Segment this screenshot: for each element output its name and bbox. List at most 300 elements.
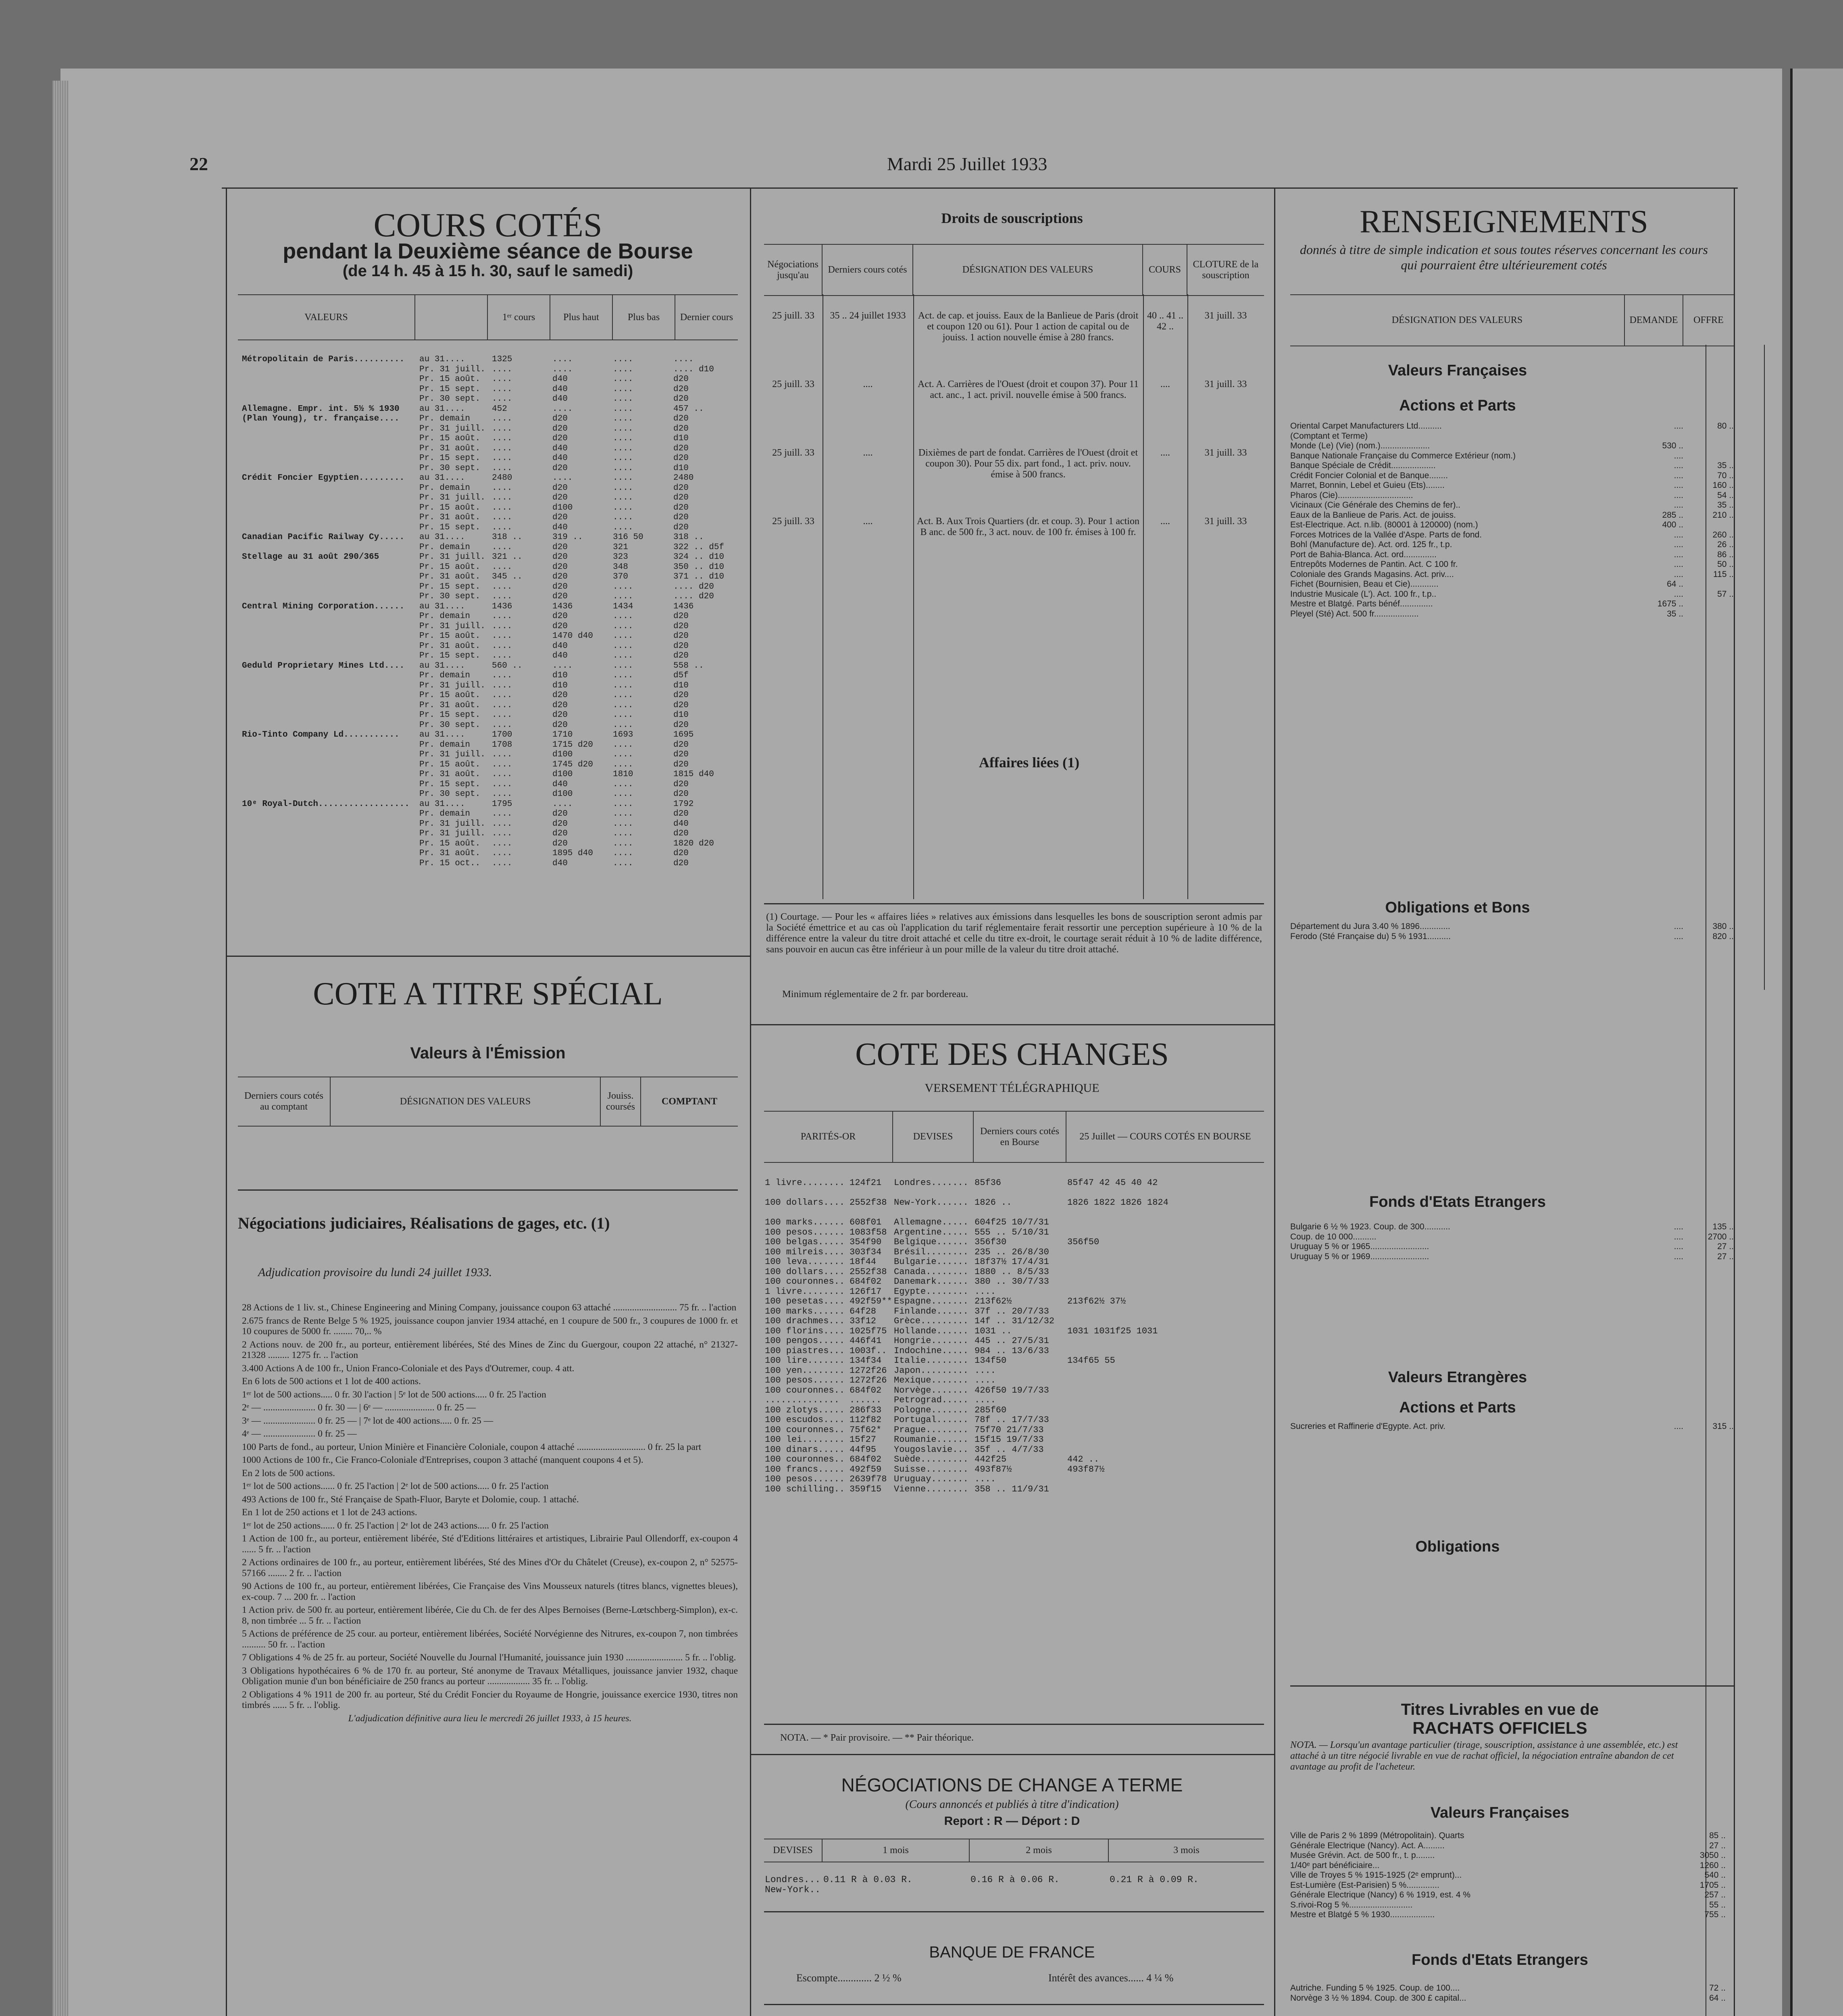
change-row-cell: Grèce......... [894,1316,968,1326]
cours-row-cell [242,691,419,701]
change-row [765,1296,1265,1306]
rens-row [1290,530,1782,540]
change-row-cell: 1025f75 [850,1326,887,1335]
cours-row [242,800,738,810]
cours-row-cell: .... [613,503,633,512]
droit-cours: .... [1160,448,1170,458]
droits-table [764,310,1264,585]
droits-vrule-2 [913,294,914,899]
cours-row-cell: d20 [552,572,568,581]
change-row-cell: 1 livre........ [765,1286,845,1296]
change-row [765,1316,1265,1326]
change-row-cell [1067,1365,1265,1375]
column-rule-2 [750,187,751,2016]
change-row-cell: Egypte........ [894,1286,968,1296]
rens-actions-table [1290,421,1782,619]
rens-row-cell: Coloniale des Grands Magasins. Act. priv.... [1290,569,1454,579]
change-row [765,1197,1265,1207]
cours-row-cell: d20 [552,592,568,601]
change-row [765,1345,1265,1356]
change-row-cell: 112f82 [850,1415,882,1425]
change-row-cell: 1003f.. [850,1345,887,1355]
cours-row-cell: .... [552,355,573,364]
cours-row-cell: Pr. demain [419,483,471,493]
rens-row-cell: .... [1674,481,1683,490]
rachat-row-cell: Norvège 3 ½ % 1894. Coup. de 300 £ capital... [1290,1993,1466,2003]
change-row [765,1217,1265,1227]
cours-row-cell: 1745 d20 [552,760,593,769]
cours-row [242,710,738,721]
change-row-cell: 608f01 [850,1217,882,1227]
judiciaire-item: En 6 lots de 500 actions et 1 lot de 400 actions. [242,1376,421,1387]
droit-last: .... [863,448,873,458]
change-row-cell: 303f34 [850,1247,882,1256]
special-title: COTE A TITRE SPÉCIAL [313,976,663,1012]
cours-row-cell: .... [613,641,633,651]
change-row-cell: 100 yen........ [765,1365,845,1375]
rens-row [1290,1222,1782,1232]
rens-row-cell: 35 .. [1667,609,1683,619]
cours-row-cell: au 31.... [419,533,465,542]
droits-vrule-3 [1143,294,1144,899]
rens-row-cell: 820 .. [1712,931,1734,941]
changes-nota: NOTA. — * Pair provisoire. — ** Pair théorique. [780,1733,974,1743]
change-row-cell: Allemagne..... [894,1217,968,1227]
change-row-cell: 1031 .. [975,1326,1012,1335]
cours-row-cell: .... [613,404,633,414]
judiciaire-item: 2.675 francs de Rente Belge 5 % 1925, jouissance coupon janvier 1934 attaché, en 1 coupure de 500 fr., 3 coupures de 1000 fr. et 10 coupures de 5000 fr. ........ 70,.. % [242,1315,738,1337]
minimum-note: Minimum réglementaire de 2 fr. par bordereau. [782,989,968,1000]
rens-row [1290,609,1782,619]
rens-row-cell: Marret, Bonnin, Lebel et Guieu (Ets)........ [1290,481,1445,490]
cours-row-cell: .... d20 [673,582,714,591]
cours-row-cell [242,681,419,691]
droits-header [764,244,1264,296]
rens-ve: Valeurs Etrangères [1388,1369,1527,1386]
change-row-cell [1067,1395,1265,1405]
cours-row-cell: d40 [552,641,568,651]
change-row-cell: 2552f38 [850,1266,887,1276]
cours-row-cell [242,572,419,582]
cours-row-cell [242,641,419,652]
change-row-cell: .... [975,1365,996,1375]
change-row-cell: 100 couronnes.. [765,1425,845,1434]
judiciaires-title: Négociations judiciaires, Réalisations de gages, etc. (1) [238,1214,610,1232]
cours-row-cell: Canadian Pacific Railway Cy..... [242,533,405,542]
cours-row-cell: 1810 [613,770,633,779]
cours-row-cell: Pr. 30 sept. [419,394,481,404]
cours-row [242,503,738,513]
cours-row-cell: .... [552,364,573,374]
cours-row-cell: d40 [673,819,689,829]
change-row-cell [1067,1425,1265,1435]
change-row [765,1484,1265,1494]
rachat-row-cell: Générale Electrique (Nancy) 6 % 1919, est. 4 % [1290,1890,1471,1899]
cours-row-cell: 1434 [613,602,633,611]
change-row-cell: Hollande...... [894,1326,968,1335]
change-row-cell [1067,1345,1265,1356]
changes-title: COTE DES CHANGES [855,1037,1169,1072]
cours-row-cell: d20 [673,375,689,384]
rens-row-cell: Monde (Le) (Vie) (nom.)..................... [1290,441,1430,450]
change-row-cell: Finlande...... [894,1306,968,1316]
change-row-cell: 684f02 [850,1277,882,1286]
change-row-cell: 44f95 [850,1444,877,1454]
change-row-cell [1067,1335,1265,1345]
cours-row [242,691,738,701]
change-row-cell: 134f34 [850,1356,882,1365]
cours-row-cell: .... [613,424,633,433]
col-derniers: Derniers cours cotés au comptant [238,1077,331,1126]
cours-row-cell: 1792 [673,799,694,809]
cours-row-cell: .... [613,829,633,838]
cours-row-cell: .... [673,355,694,364]
cours-row-cell [242,809,419,819]
rens-row-cell: .... [1674,490,1683,500]
change-row-cell: 37f .. 20/7/33 [975,1306,1049,1316]
cours-row-cell: Pr. 30 sept. [419,720,481,730]
change-row-cell [1067,1247,1265,1257]
cours-row-cell: Pr. 31 août. [419,849,481,858]
cours-row [242,721,738,731]
cours-row-cell: .... [492,819,512,829]
cours-row-cell: .... [613,740,633,750]
cours-row-cell: .... [492,770,512,779]
terme-row-cell [823,1883,970,1893]
cours-row [242,404,738,414]
rens-row-cell: .... [1674,931,1683,941]
rens-row-cell: .... [1674,530,1683,539]
rens-row-cell [1683,520,1734,530]
cours-row-cell [242,839,419,849]
facing-page-edge [1790,69,1843,2016]
change-row-cell: Bulgarie...... [894,1257,968,1266]
rens-row-cell: 70 .. [1717,471,1734,480]
change-row-cell: Suède......... [894,1454,968,1464]
judiciaire-item: 100 Parts de fond., au porteur, Union Minière et Financière Coloniale, coupon 4 attaché ............................. 0 fr. 25 la part [242,1441,702,1452]
col-designation-valeurs: DÉSIGNATION DES VALEURS [913,245,1143,295]
col-demande: DEMANDE [1625,295,1683,346]
rens-row-cell: 315 .. [1712,1422,1734,1431]
changes-subtitle: VERSEMENT TÉLÉGRAPHIQUE [925,1081,1100,1095]
judiciaire-item: 1ᵉʳ lot de 500 actions...... 0 fr. 25 l'action | 2ᵉ lot de 500 actions..... 0 fr. 25 l'action [242,1481,549,1491]
cours-row-cell: d20 [552,809,568,818]
cours-row-cell: Pr. 15 août. [419,631,481,641]
cours-row-cell: 318 .. [492,533,523,542]
change-row-cell: 286f33 [850,1405,882,1414]
col-devises: DEVISES [893,1112,974,1162]
droit-date: 25 juill. 33 [772,379,814,389]
cours-row-cell: 350 .. d10 [673,562,725,572]
rens-row [1290,431,1782,442]
page-stack-edge [52,81,69,2016]
cours-row-cell: 1325 [492,355,512,364]
change-row-cell: Londres....... [894,1178,968,1187]
judiciaire-item: 3ᵉ — ...................... 0 fr. 25 — | 7ᵉ lot de 400 actions..... 0 fr. 25 — [242,1415,494,1426]
cours-row-cell: d20 [673,849,689,858]
cours-row-cell: 2480 [492,473,512,483]
rens-row-cell: 210 .. [1712,510,1734,520]
change-row-cell: 358 .. 11/9/31 [975,1484,1049,1493]
change-row-cell [1067,1316,1265,1326]
cours-row-cell: Pr. 15 sept. [419,710,481,720]
cours-row [242,365,738,375]
cours-row-cell [242,859,419,869]
cours-row-cell: .... [613,858,633,868]
change-row-cell: 445 .. 27/5/31 [975,1336,1049,1345]
rens-etrangeres-table [1290,1421,1782,1431]
cours-row [242,612,738,622]
rens-row-cell: Coup. de 10 000.......... [1290,1232,1377,1241]
judiciaire-item: 2ᵉ — ...................... 0 fr. 30 — | 6ᵉ — ..................... 0 fr. 25 — [242,1402,476,1413]
change-row-cell: 75f70 21/7/33 [975,1425,1044,1434]
rens-row-cell: Ferodo (Sté Française du) 5 % 1931.......... [1290,931,1451,941]
rachat-row-cell: Est-Lumière (Est-Parisien) 5 %.............. [1290,1880,1439,1890]
banque-escompte: Escompte............. 2 ½ % [796,1972,902,1984]
cours-row-cell: d20 [552,819,568,829]
cours-row-cell: .... [492,434,512,443]
change-row-cell: 604f25 10/7/31 [975,1217,1049,1227]
cours-row-cell: .... [613,681,633,690]
col-cloture: CLOTURE de la souscription [1193,259,1259,281]
cours-row [242,602,738,612]
rens-row [1290,510,1782,521]
cours-row-cell [242,780,419,790]
cours-row-cell: d10 [673,434,689,443]
terme-row [765,1883,1265,1893]
change-row-cell: ...... [850,1395,882,1405]
change-row-cell: 1826 .. [975,1198,1012,1207]
cours-row-cell [242,434,419,444]
rens-row-cell: Forces Motrices de la Vallée d'Aspe. Parts de fond. [1290,530,1482,539]
cours-row-cell: Pr. 15 sept. [419,384,481,394]
change-row-cell: 493f87½ [975,1464,1012,1474]
droits-end-rule [750,1024,1274,1025]
droits-vrule-4 [1187,294,1188,899]
cours-row-cell: d40 [552,454,568,463]
change-row-cell: Espagne....... [894,1296,968,1306]
rens-ob: Obligations et Bons [1385,899,1530,916]
cours-row-cell: .... [613,720,633,730]
changes-end-rule [750,1754,1274,1755]
change-row-cell: 100 leva....... [765,1257,845,1266]
change-row-cell [1067,1207,1265,1217]
change-row-cell: 1031 1031f25 1031 [1067,1326,1158,1335]
rens-row [1290,451,1782,461]
rens-row [1290,491,1782,501]
rens-row-cell [1683,451,1734,461]
changes-table [765,1177,1265,1493]
rens-row-cell: .... [1674,1242,1683,1251]
cours-row-cell: .... [492,671,512,680]
cours-row [242,631,738,641]
cours-row-cell: Pr. 15 août. [419,434,481,443]
cours-row-cell [242,721,419,731]
cours-row-cell: Allemagne. Empr. int. 5½ % 1930 [242,404,400,414]
change-row-cell: 100 dollars.... [765,1266,845,1276]
cours-row-cell: .... d10 [673,364,714,374]
change-row-cell: 100 zlotys..... [765,1405,845,1414]
change-row [765,1434,1265,1444]
rens-row [1290,471,1782,481]
col-cours: COURS [1143,245,1187,295]
cours-row-cell: 345 .. [492,572,523,581]
rachats-fonds-table [1290,1983,1742,2003]
change-row-cell [850,1207,894,1217]
cours-row-cell: .... [552,799,573,809]
rens-row-cell: 135 .. [1712,1222,1734,1231]
rens-row-cell: 115 .. [1713,569,1734,579]
droit-cours: 40 .. 41 .. 42 .. [1147,310,1183,332]
cours-row-cell: .... [492,829,512,838]
cours-row-cell [242,483,419,494]
cours-row [242,523,738,533]
droit-last: .... [863,516,873,527]
change-row [765,1444,1265,1454]
col-plus-haut: Plus haut [550,295,613,339]
change-row-cell: Prague........ [894,1425,968,1434]
cours-row [242,473,738,483]
rens-row-cell: Bohl (Manufacture de). Act. ord. 125 fr., t.p. [1290,540,1452,549]
terme-row-cell: 0.11 R à 0.03 R. [823,1874,912,1883]
cours-row [242,849,738,859]
change-row [765,1454,1265,1464]
change-row-cell: 235 .. 26/8/30 [975,1247,1049,1256]
change-row-cell: Pologne....... [894,1405,968,1414]
cours-row-cell: .... [613,483,633,493]
cours-row [242,641,738,652]
rachat-row [1290,1993,1742,2003]
cours-row [242,671,738,681]
change-row-cell: 100 dinars..... [765,1444,845,1454]
top-rule [222,187,1738,189]
cours-row [242,543,738,553]
change-row-cell: 100 schilling.. [765,1484,845,1493]
change-row-cell: 15f27 [850,1435,877,1444]
change-row [765,1335,1265,1345]
rens-row-cell: .... [1674,560,1683,569]
change-row-cell: 1 livre........ [765,1178,845,1187]
cours-row [242,819,738,829]
cours-row-cell: d20 [673,394,689,404]
change-row [765,1237,1265,1247]
cours-row-cell: d20 [673,789,689,799]
cours-row-cell [242,631,419,641]
change-row [765,1306,1265,1316]
cours-row-cell: .... [613,355,633,364]
change-row [765,1207,1265,1217]
rens-row-cell [1683,579,1734,589]
change-row-cell: 100 drachmes... [765,1316,845,1326]
cours-row-cell: d20 [552,829,568,838]
rens-row-cell: 27 .. [1717,1242,1734,1251]
cours-row [242,375,738,385]
rens-row [1290,461,1782,471]
cours-row [242,444,738,454]
change-row [765,1425,1265,1435]
col-offre: OFFRE [1693,315,1724,325]
cours-row-cell: d20 [552,582,568,591]
droit-desc: Act. B. Aux Trois Quartiers (dr. et coup. 3). Pour 1 action B anc. de 500 fr., 3 act. nouv. de 100 fr. émises à 100 fr. [917,516,1139,537]
droit-row [764,379,1264,448]
change-row-cell: 100 piastres... [765,1345,845,1355]
cours-row-cell: d20 [552,414,568,423]
col-parites: PARITÉS-OR [764,1112,893,1162]
cours-row-cell: .... [492,858,512,868]
cours-row-cell: 323 [613,552,628,562]
judiciaire-item: 4ᵉ — ...................... 0 fr. 25 — [242,1429,357,1439]
cours-row-cell: Pr. 31 juill. [419,750,485,759]
cours-row-cell: .... [492,839,512,848]
judiciaire-item: 3.400 Actions A de 100 fr., Union Franco-Coloniale et des Pays d'Outremer, coup. 4 att. [242,1363,575,1374]
rens-row-cell: .... [1674,421,1683,431]
cours-row-cell: Pr. 31 août. [419,770,481,779]
cours-row-cell: Pr. 31 juill. [419,424,485,433]
rens-row-cell: Est-Electrique. Act. n.lib. (80001 à 120000) (nom.) [1290,520,1478,529]
cours-row [242,651,738,661]
cours-row-cell: Central Mining Corporation...... [242,602,405,611]
judiciaire-item: 1 Action priv. de 500 fr. au porteur, entièrement libérée, Cie du Ch. de fer des Alpes Bernoises (Berne-Lœtschberg-Simplon), ex-c. 8, non timbrée ... 5 fr. .. l'action [242,1605,738,1626]
cours-row-cell: .... [613,691,633,700]
col-derniers-cours: Derniers cours cotés [823,245,913,295]
judiciaire-item: 5 Actions de préférence de 25 cour. au porteur, entièrement libérées, Société Norvégienne des Nitrures, ex-coupon 7, non timbrées .......... 50 fr. .. l'action [242,1629,738,1650]
cours-row-cell: (Plan Young), tr. française.... [242,414,400,423]
cours-row-cell: d20 [552,612,568,621]
change-row-cell: 1826 1822 1826 1824 [1067,1198,1168,1207]
change-row-cell: 1880 .. 8/5/33 [975,1266,1049,1276]
page-number: 22 [190,154,208,174]
rens-row [1290,1421,1782,1431]
cours-row-cell: au 31.... [419,404,465,414]
cours-row-cell [242,562,419,573]
change-row-cell: 100 marks...... [765,1217,845,1227]
changes-header [764,1111,1264,1163]
rens-row-cell: Banque Nationale Française du Commerce Extérieur (nom.) [1290,451,1516,460]
rens-row [1290,550,1782,560]
cours-row-cell [242,385,419,395]
change-row-cell: 78f .. 17/7/33 [975,1415,1049,1425]
cours-row-cell: .... [613,384,633,394]
cours-row-cell: 318 .. [673,533,704,542]
cours-row-cell: au 31.... [419,473,465,483]
rens-row-cell: .... [1674,589,1683,599]
change-row-cell [1067,1414,1265,1425]
judiciaire-item: L'adjudication définitive aura lieu le mercredi 26 juillet 1933, à 15 heures. [348,1713,632,1724]
cours-row-cell: d20 [552,424,568,433]
change-row-cell: 2639f78 [850,1474,887,1484]
cours-row-cell: .... [492,592,512,601]
cours-row-cell: d20 [673,809,689,818]
change-row-cell: 85f36 [975,1178,1002,1187]
cours-row-cell: .... [492,710,512,720]
droit-cloture: 31 juill. 33 [1204,310,1247,321]
cours-row-cell: 319 .. [552,533,583,542]
cours-row-cell: d40 [552,523,568,532]
cours-row-cell [242,543,419,553]
change-row-cell: 356f30 [975,1237,1007,1247]
cours-row-cell: 560 .. [492,661,523,671]
affaires-liees: Affaires liées (1) [979,754,1080,771]
cours-row-cell: Pr. 15 sept. [419,651,481,660]
rens-row-cell: 64 .. [1667,579,1683,589]
rens-vf2: Valeurs Françaises [1430,1804,1570,1821]
cours-row-cell [242,710,419,721]
cours-row-cell: Pr. 31 août. [419,700,481,710]
cours-row-cell: d20 [673,779,689,789]
cours-row-cell: .... [492,760,512,769]
change-row-cell: Portugal...... [894,1415,968,1425]
cours-row-cell: Pr. 31 juill. [419,621,485,631]
